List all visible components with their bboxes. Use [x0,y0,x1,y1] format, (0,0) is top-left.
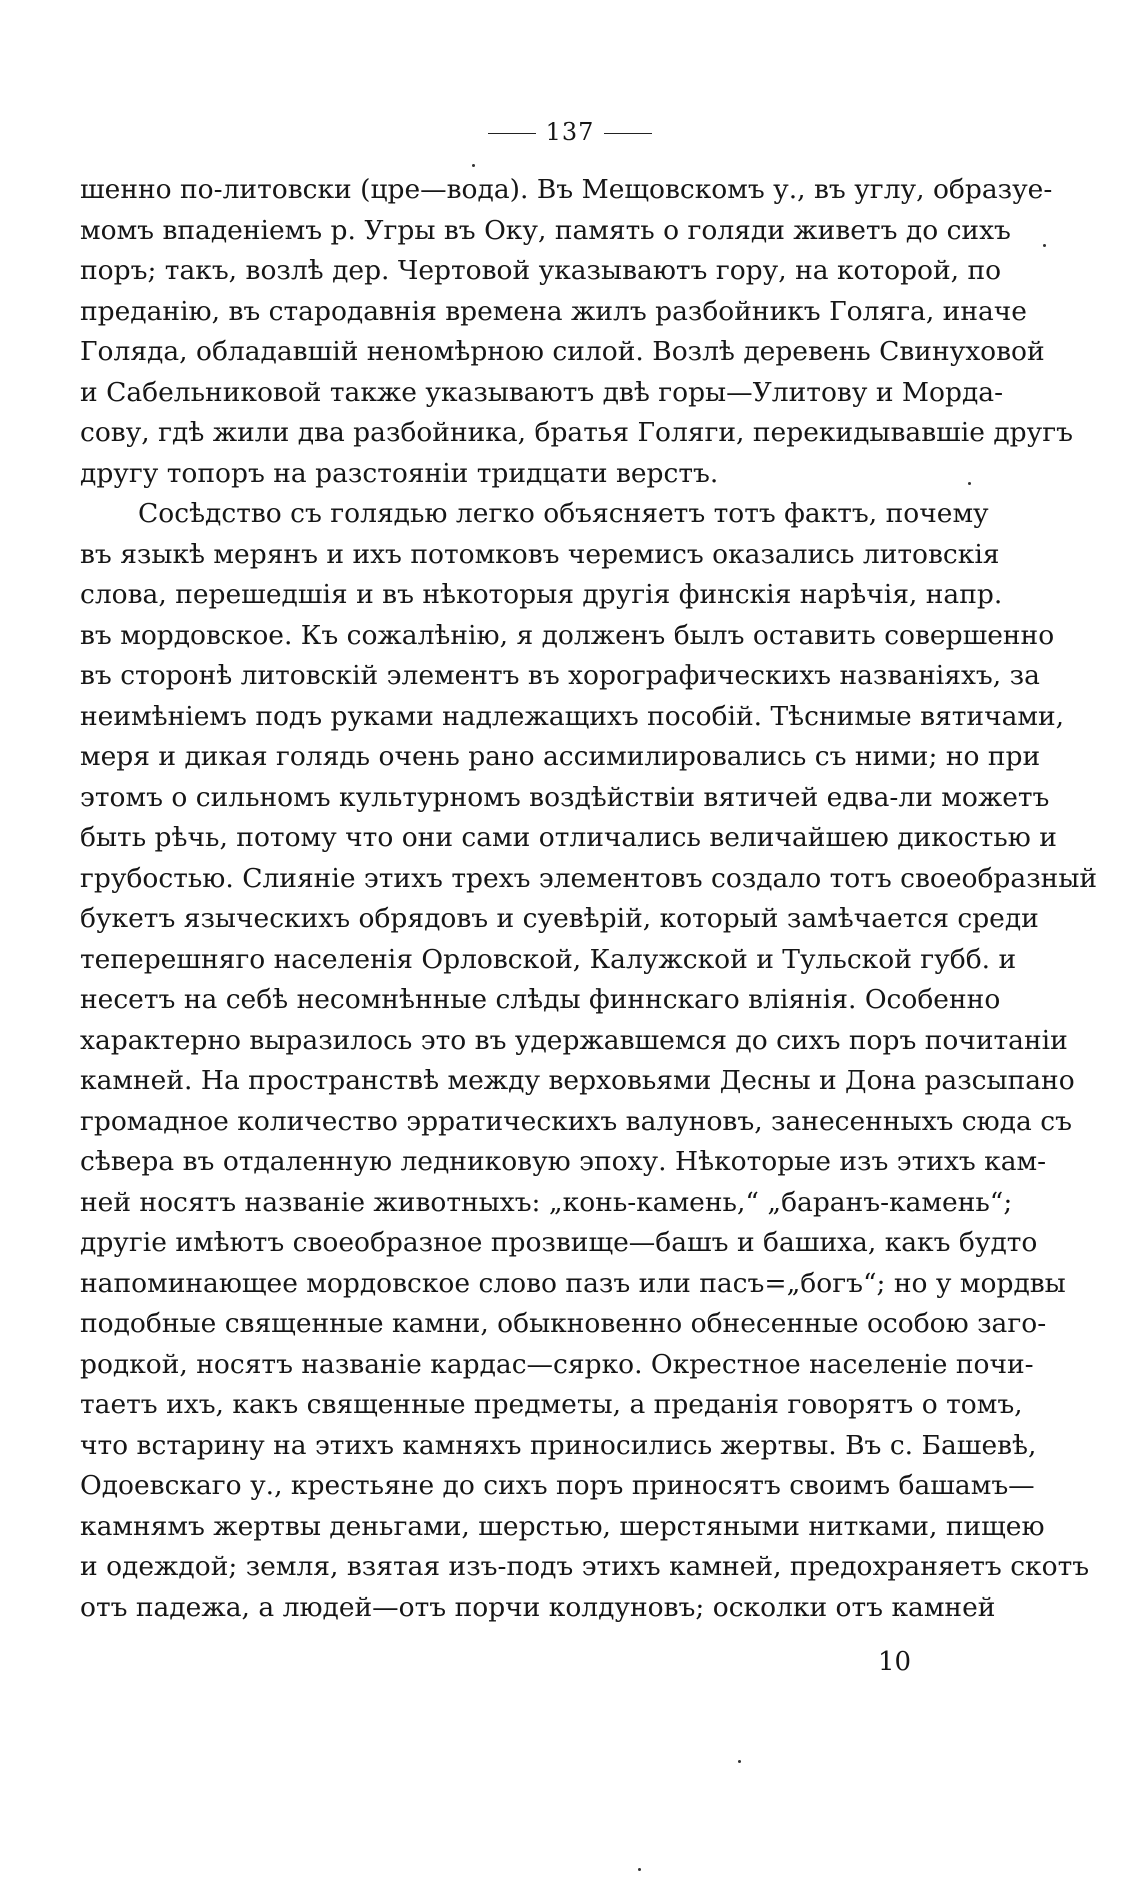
header-dash-right [604,133,652,134]
text-line: грубостью. Слияніе этихъ трехъ элементовъ создало тотъ своеобразный [80,862,1098,894]
text-line: быть рѣчь, потому что они сами отличались величайшею дикостью и [80,822,1057,853]
print-speck [738,1760,741,1763]
print-speck [638,1868,641,1871]
text-line: громадное количество эрратическихъ валуновъ, занесенныхъ сюда съ [80,1105,1072,1137]
text-line: и Сабельниковой также указываютъ двѣ горы—Улитову и Морда- [80,376,1004,408]
text-line: Голяда, обладавшій неномѣрною силой. Возлѣ деревень Свинуховой [80,336,1045,367]
text-line: характерно выразилось это въ удержавшемся до сихъ поръ почитаніи [80,1024,1068,1056]
text-line: напоминающее мордовское слово пазъ или пасъ=„богъ“; но у мордвы [80,1267,1066,1299]
text-line: отъ падежа, а людей—отъ порчи колдуновъ; осколки отъ камней [80,1591,996,1623]
text-line: преданію, въ стародавнія времена жилъ разбойникъ Голяга, иначе [80,295,1027,327]
page-number: 137 [545,118,595,146]
text-line: другу топоръ на разстояніи тридцати верстъ. [80,457,719,489]
text-line: въ сторонѣ литовскій элементъ въ хорографическихъ названіяхъ, за [80,660,1040,691]
header-dash-left [488,133,536,134]
text-line: другіе имѣютъ своеобразное прозвище—башъ и башиха, какъ будто [80,1227,1038,1258]
text-line: Сосѣдство съ голядью легко объясняетъ тотъ фактъ, почему [138,498,989,529]
text-line: камнямъ жертвы деньгами, шерстью, шерстяными нитками, пищею [80,1510,1045,1542]
text-line: въ мордовское. Къ сожалѣнію, я долженъ былъ оставить совершенно [80,619,1055,651]
text-line: букетъ языческихъ обрядовъ и суевѣрій, который замѣчается среди [80,903,1039,934]
text-line: сову, гдѣ жили два разбойника, братья Голяги, перекидывавшіе другъ [80,417,1073,448]
text-line: слова, перешедшія и въ нѣкоторыя другія финскія нарѣчія, напр. [80,579,1003,610]
text-line: камней. На пространствѣ между верховьями Десны и Дона разсыпано [80,1065,1075,1096]
text-line: меря и дикая голядь очень рано ассимилировались съ ними; но при [80,741,1041,772]
text-line: въ языкѣ мерянъ и ихъ потомковъ черемисъ оказались литовскія [80,538,1000,570]
print-speck [1043,244,1046,247]
text-line: шенно по-литовски (цре—вода). Въ Мещовскомъ у., въ углу, образуе- [80,174,1053,205]
body-text [80,170,1098,1628]
text-line: таетъ ихъ, какъ священные предметы, а преданія говорятъ о томъ, [80,1389,1023,1420]
text-line: подобные священные камни, обыкновенно обнесенные особою заго- [80,1308,1047,1339]
text-line: Одоевскаго у., крестьяне до сихъ поръ приносятъ своимъ башамъ— [80,1470,1035,1501]
text-line: теперешняго населенія Орловской, Калужской и Тульской губб. и [80,943,1017,975]
text-line: неимѣніемъ подъ руками надлежащихъ пособій. Тѣснимые вятичами, [80,700,1065,732]
text-line: поръ; такъ, возлѣ дер. Чертовой указываютъ гору, на которой, по [80,255,1002,286]
signature-mark: 10 [878,1647,912,1677]
text-line: и одеждой; земля, взятая изъ-подъ этихъ камней, предохраняетъ скотъ [80,1551,1090,1582]
text-line: что встарину на этихъ камняхъ приносились жертвы. Въ с. Башевѣ, [80,1429,1037,1461]
text-line: сѣвера въ отдаленную ледниковую эпоху. Нѣкоторые изъ этихъ кам- [80,1146,1047,1177]
print-speck [472,164,475,167]
text-line: этомъ о сильномъ культурномъ воздѣйствіи вятичей едва-ли можетъ [80,781,1050,813]
text-line: несетъ на себѣ несомнѣнные слѣды финнскаго вліянія. Особенно [80,984,1001,1015]
text-line: момъ впаденіемъ р. Угры въ Оку, память о голяди живетъ до сихъ [80,214,1011,246]
text-line: ней носятъ названіе животныхъ: „конь-камень,“ „баранъ-камень“; [80,1186,1013,1218]
print-speck [968,482,971,485]
running-header [0,118,1140,146]
text-line: родкой, носятъ названіе кардас—сярко. Окрестное населеніе почи- [80,1348,1034,1380]
